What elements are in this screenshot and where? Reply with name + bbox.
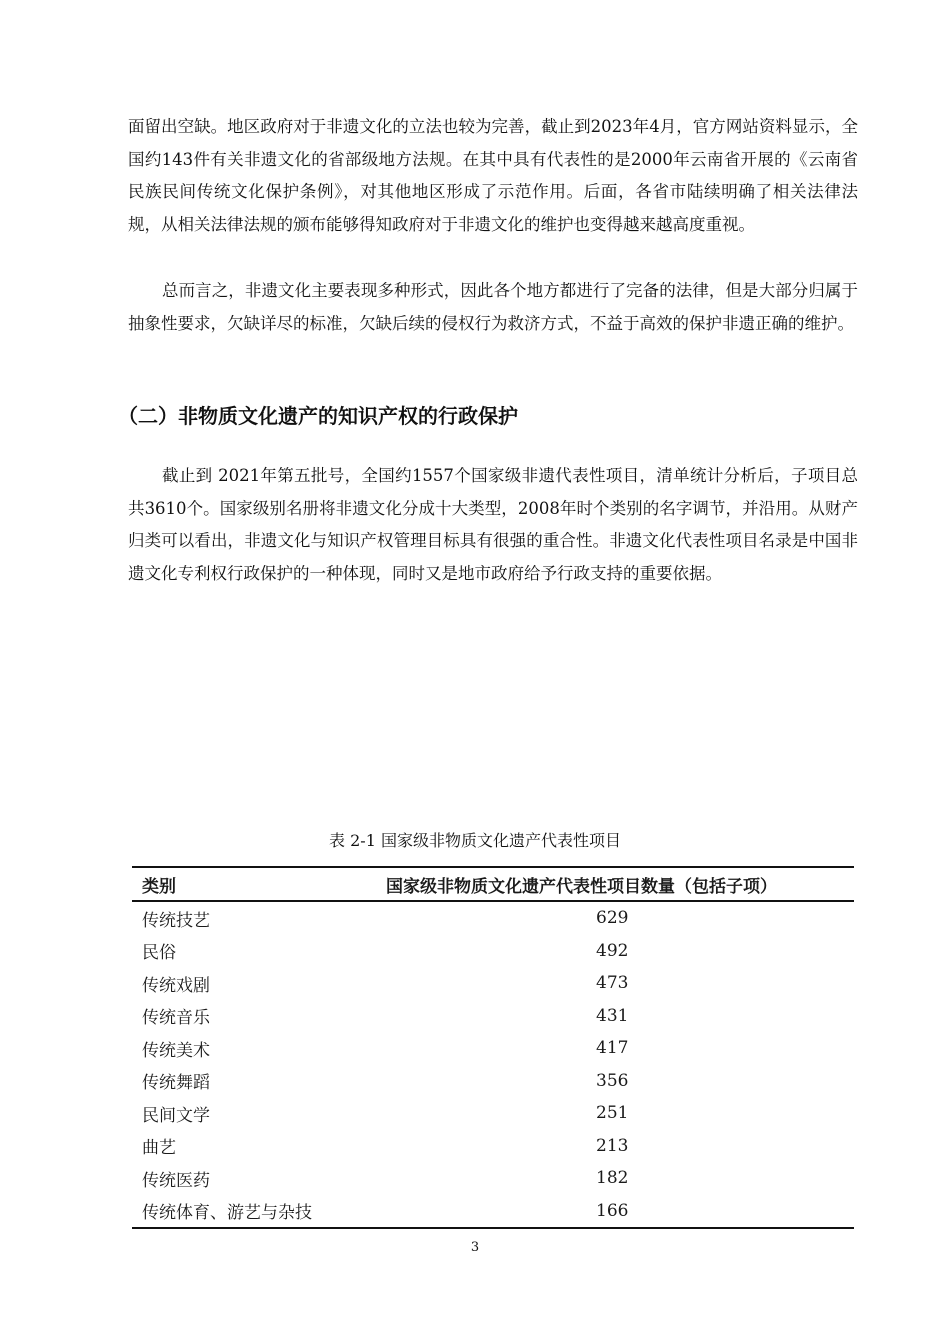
row-count: 213 [596,1135,629,1156]
page-number: 3 [470,1240,480,1255]
row-category: 传统音乐 [142,1008,210,1029]
row-count: 431 [596,1005,629,1026]
row-category: 传统美术 [142,1040,210,1061]
table-caption: 表 2-1 国家级非物质文化遗产代表性项目 [329,831,621,850]
table-row [132,1097,854,1130]
row-category: 民间文学 [142,1105,210,1126]
row-count: 417 [596,1038,629,1059]
row-count: 251 [596,1103,629,1124]
table-row [132,1162,854,1195]
table-header-row [132,867,854,901]
row-category: 传统医药 [142,1170,210,1191]
table-row [132,1195,854,1229]
row-count: 473 [596,973,629,994]
table-row [132,1065,854,1098]
header-count: 国家级非物质文化遗产代表性项目数量（包括子项） [372,867,854,901]
row-category: 传统技艺 [142,910,210,931]
row-count: 166 [372,1195,854,1229]
table-row [132,935,854,968]
section-heading: （二）非物质文化遗产的知识产权的行政保护 [118,404,518,428]
table-row [132,1032,854,1065]
body-paragraph-administrative: 截止到 2021年第五批号，全国约1557个国家级非遗代表性项目，清单统计分析后，子项目总共3610个。国家级别名册将非遗文化分成十大类型，2008年时个类别的名字调节，并沿用。从财产归类可以看出，非遗文化与知识产权管理目标具有很强的重合性。非遗文化代表性项目名录是中国非遗文化专利权行政保护的一种体现，同时又是地市政府给予行政支持的重要依据。 [128,466,858,583]
body-paragraph-legislation: 面留出空缺。地区政府对于非遗文化的立法也较为完善，截止到2023年4月，官方网站资料显示，全国约143件有关非遗文化的省部级地方法规。在其中具有代表性的是2000年云南省开展的《云南省民族民间传统文化保护条例》，对其他地区形成了示范作用。后面，各省市陆续明确了相关法律法规，从相关法律法规的颁布能够得知政府对于非遗文化的维护也变得越来越高度重视。 [128,117,858,234]
table-row [132,1130,854,1163]
row-category: 民俗 [142,943,176,964]
heritage-table [132,866,854,1229]
row-category: 传统舞蹈 [142,1073,210,1094]
table-row [132,901,854,935]
body-paragraph-summary: 总而言之，非遗文化主要表现多种形式，因此各个地方都进行了完备的法律，但是大部分归属于抽象性要求，欠缺详尽的标准，欠缺后续的侵权行为救济方式，不益于高效的保护非遗正确的维护。 [128,281,858,333]
header-category: 类别 [132,867,372,901]
table-row [132,967,854,1000]
table-row [132,1000,854,1033]
row-count: 182 [596,1168,629,1189]
heritage-table-grid [132,866,854,1229]
row-count: 629 [596,908,629,929]
row-category: 传统戏剧 [142,975,210,996]
row-category: 曲艺 [142,1138,176,1159]
row-category: 传统体育、游艺与杂技 [132,1195,372,1229]
row-count: 356 [596,1070,629,1091]
row-count: 492 [596,940,629,961]
